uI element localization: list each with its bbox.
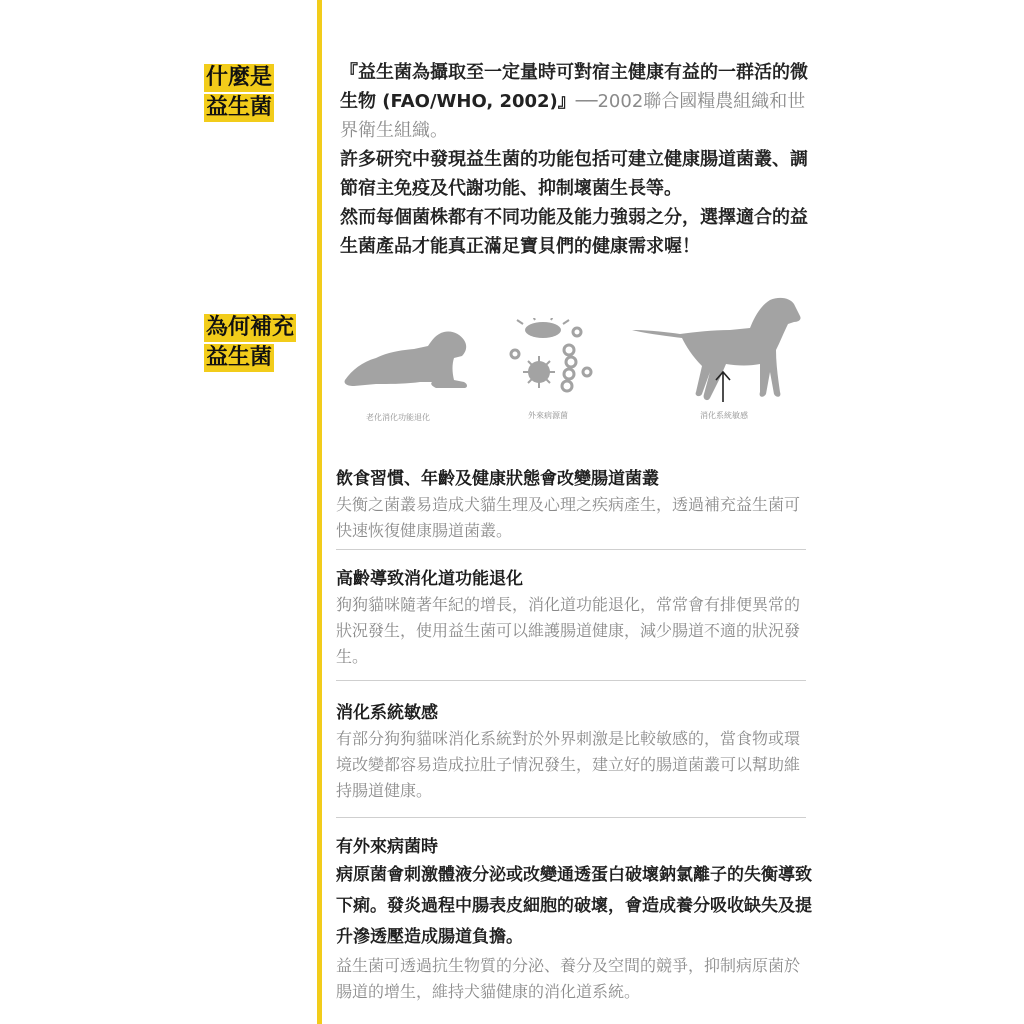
heading-why-line2: 益生菌 bbox=[206, 345, 273, 370]
caption-sensitive: 消化系統敏感 bbox=[700, 411, 748, 420]
section-title: 飲食習慣、年齡及健康狀態會改變腸道菌叢 bbox=[336, 469, 659, 489]
intro-quote: 『益生菌為攝取至一定量時可對宿主健康有益的一群活的微生物 (FAO/WHO, 2002)』 bbox=[340, 62, 808, 112]
heading-why-line1: 為何補充 bbox=[206, 315, 295, 340]
divider bbox=[336, 817, 806, 818]
bacteria-icon bbox=[505, 318, 600, 398]
section-body: 益生菌可透過抗生物質的分泌、養分及空間的競爭，抑制病原菌於腸道的增生，維持犬貓健康的消化道系統。 bbox=[336, 956, 801, 1001]
section-body: 狗狗貓咪隨著年紀的增長，消化道功能退化，常常會有排便異常的狀況發生，使用益生菌可以維護腸道健康，減少腸道不適的狀況發生。 bbox=[336, 595, 801, 666]
caption-pathogen: 外來病源菌 bbox=[528, 411, 568, 420]
divider bbox=[336, 549, 806, 550]
illustration-row bbox=[330, 292, 820, 427]
intro-paragraph-2: 許多研究中發現益生菌的功能包括可建立健康腸道菌叢、調節宿主免疫及代謝功能、抑制壞菌生長等。 bbox=[340, 149, 808, 199]
divider bbox=[336, 680, 806, 681]
heading-what-line2: 益生菌 bbox=[206, 95, 273, 120]
standing-dog-icon bbox=[630, 294, 805, 402]
intro-source: ──2002聯合國糧農組織和世界衛生組織。 bbox=[340, 91, 806, 141]
intro-paragraph-3: 然而每個菌株都有不同功能及能力強弱之分，選擇適合的益生菌產品才能真正滿足寶貝們的健康需求喔！ bbox=[340, 207, 808, 257]
section-body: 有部分狗狗貓咪消化系統對於外界刺激是比較敏感的，當食物或環境改變都容易造成拉肚子情況發生，建立好的腸道菌叢可以幫助維持腸道健康。 bbox=[336, 729, 801, 800]
section-body-strong: 病原菌會刺激體液分泌或改變通透蛋白破壞鈉氯離子的失衡導致下痢。發炎過程中腸表皮細胞的破壞，會造成養分吸收缺失及提升滲透壓造成腸道負擔。 bbox=[336, 865, 812, 947]
accent-vertical-line bbox=[317, 0, 322, 1024]
section-title: 有外來病菌時 bbox=[336, 837, 438, 857]
caption-aging: 老化消化功能退化 bbox=[366, 413, 430, 422]
heading-why-supplement bbox=[204, 314, 296, 374]
section-diet-age bbox=[336, 466, 812, 544]
section-title: 高齡導致消化道功能退化 bbox=[336, 569, 523, 589]
intro-block bbox=[340, 58, 820, 261]
section-title: 消化系統敏感 bbox=[336, 703, 438, 723]
section-sensitive bbox=[336, 700, 812, 804]
heading-what-is-probiotic bbox=[204, 64, 274, 124]
lying-dog-icon bbox=[340, 322, 470, 392]
heading-what-line1: 什麼是 bbox=[206, 65, 273, 90]
section-pathogen bbox=[336, 834, 812, 1005]
section-aging bbox=[336, 566, 812, 670]
section-body: 失衡之菌叢易造成犬貓生理及心理之疾病產生，透過補充益生菌可快速恢復健康腸道菌叢。 bbox=[336, 495, 801, 540]
